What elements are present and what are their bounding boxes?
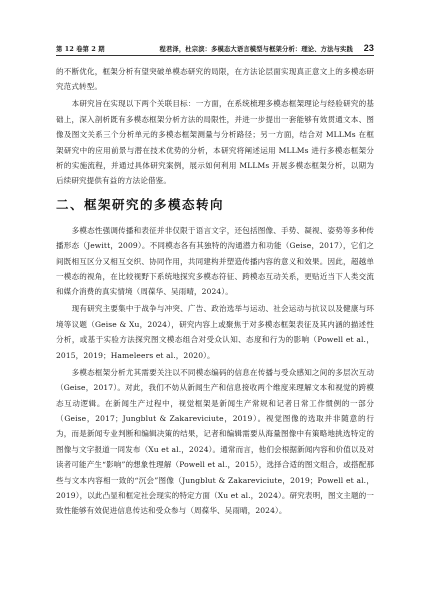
journal-issue: 第 12 卷第 2 期 xyxy=(56,46,105,53)
header-rule xyxy=(56,55,374,56)
running-title: 程君泽，杜宗滨：多模态大语言模型与框架分析：理论、方法与实践 xyxy=(159,46,353,53)
article-body xyxy=(56,64,374,519)
running-header xyxy=(56,40,374,53)
page-number: 23 xyxy=(363,43,374,53)
paragraph-multimodality: 多模态性强调传播和表征并非仅限于语言文字，还包括图像、手势、凝视、姿势等多种传播形态（Jewitt，2009）。不同模态各有其独特的沟通潜力和功能（Geise，2017），它们之间既相互区分又相互交织、协同作用，共同建构并塑造传播内容的意义和效果。因此，超越单一模态的视角，在比较视野下系统地探究多模态符征、跨模态互动关系，更贴近当下人类交流和媒介消费的真实情境（周葆华、吴雨晴，2024）。 xyxy=(56,225,374,297)
section-heading: 二、框架研究的多模态转向 xyxy=(56,196,225,212)
paragraph-framing-analysis: 多模态框架分析尤其需要关注以不同模态编码的信息在传播与受众感知之间的多层次互动（Geise，2017）。对此，我们不妨从新闻生产和信息接收两个维度来理解文本和视觉的跨模态互动逻辑。在新闻生产过程中，视觉框架是新闻生产常规和记者日常工作惯例的一部分（Geise，2017；Jungblut & Zakareviciute，2019）。视觉图像的选取并非随意的行为，而是新闻专业判断和编辑决策的结果，记者和编辑需要从海量图像中有策略地挑选特定的图像与文字报道一同发布（Xu et al.，2024）。通常而言，他们会根据新闻内容和价值以及对读者可能产生“影响”的想象性理解（Powell et al.，2015），选择合适的图文组合，或搭配那些与文本内容相一致的“沉会”图像（Jungblut & Zakareviciute，2019；Powell et al.，2019），以此凸显和框定社会现实的特定方面（Xu et al.，2024）。研究表明，图文主题的一致性能够有效促进信息传达和受众参与（周葆华、吴雨晴，2024）。 xyxy=(56,367,374,516)
paragraph-continued: 的不断优化，框架分析有望突破单模态研究的局限，在方法论层面实现真正意文上的多模态研究范式转型。 xyxy=(56,67,374,92)
paragraph-existing-research: 现有研究主要集中于战争与冲突、广告、政治选举与运动、社会运动与抗议以及健康与环境等议题（Geise & Xu，2024），研究内容上或聚焦于对多模态框架表征及其内涵的描述性分析，或基于实验方法探究图文模态组合对受众认知、态度和行为的影响（Powell et al.，2015，2019；Hameleers et al.，2020）。 xyxy=(56,304,374,360)
paragraph-research-goals: 本研究旨在实现以下两个关联目标：一方面，在系统梳理多模态框架理论与经验研究的基础上，深入剖析既有多模态框架分析方法的局限性，并进一步提出一套能够有效贯通文本、图像及图文关系三个分析单元的多模态框架测量与分析路径；另一方面，结合对 MLLMs 在框架研究中的应用前景与潜在技术优势的分析，本研究将阐述运用 MLLMs 进行多模态框架分析的实施流程，并通过具体研究案例，展示如何利用 MLLMs 开展多模态框架分析，以期为后续研究提供有益的方法论借鉴。 xyxy=(56,99,374,186)
